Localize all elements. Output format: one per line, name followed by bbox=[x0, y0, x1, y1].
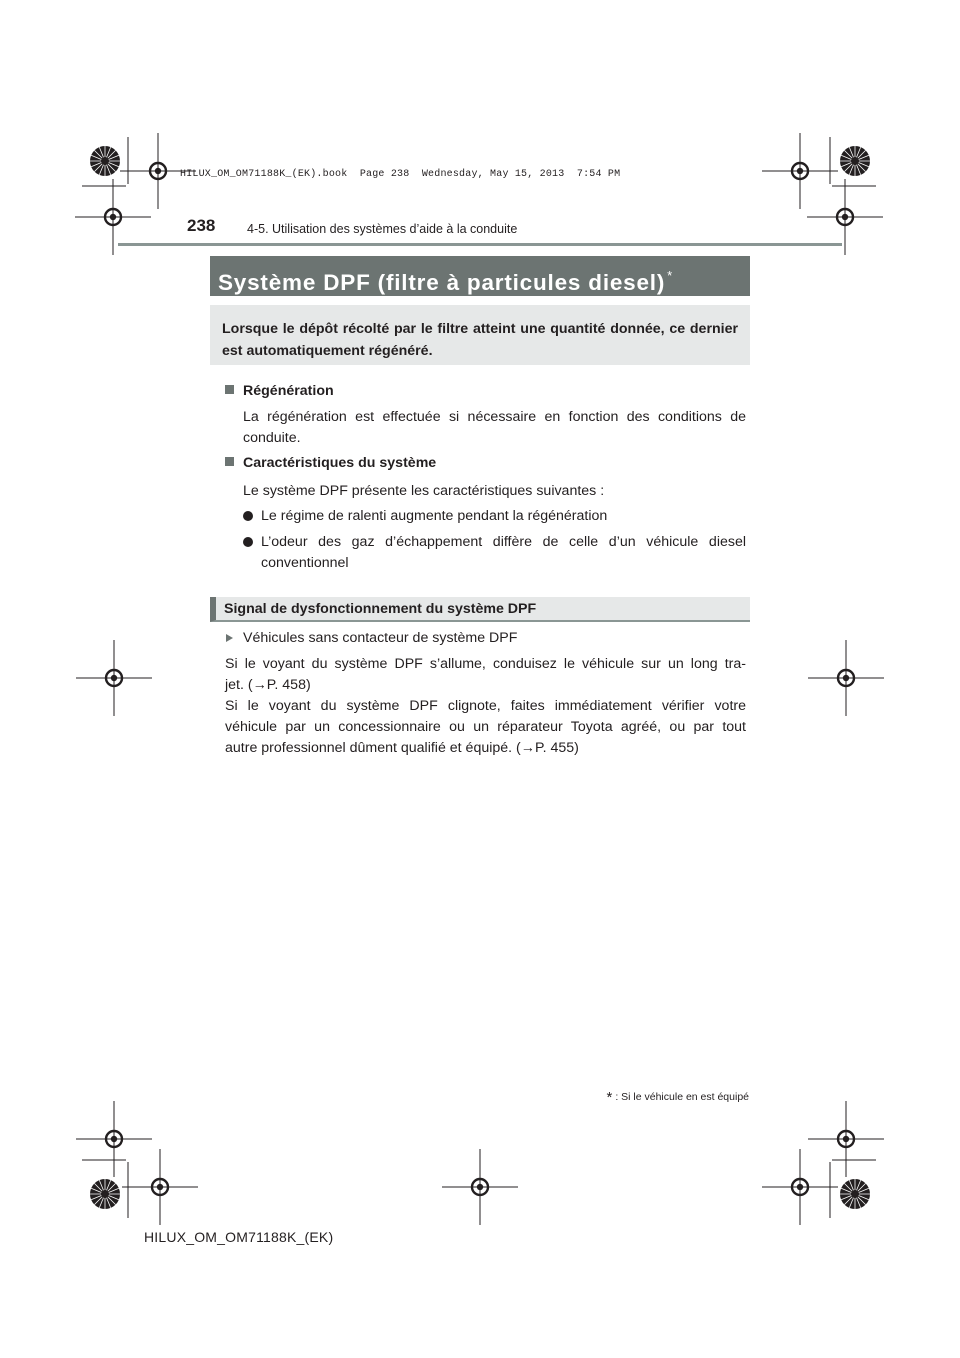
square-bullet-icon bbox=[225, 457, 234, 466]
square-bullet-icon bbox=[225, 385, 234, 394]
malfunction-p2-line2: véhicule par un concessionnaire ou un réparateur Toyota agréé, ou par tout bbox=[225, 719, 746, 735]
footnote-marker: * bbox=[667, 268, 674, 283]
page-title-text: Système DPF (filtre à particules diesel) bbox=[218, 270, 666, 295]
footnote: * : Si le véhicule en est équipé bbox=[606, 1089, 749, 1106]
bullet-dot-icon bbox=[243, 511, 253, 521]
heading-features: Caractéristiques du système bbox=[225, 455, 436, 471]
malfunction-p1-line2: jet. (→P. 458) bbox=[225, 677, 311, 693]
book-info-line: HILUX_OM_OM71188K_(EK).book Page 238 Wednesday, May 15, 2013 7:54 PM bbox=[180, 169, 621, 180]
footer-code: HILUX_OM_OM71188K_(EK) bbox=[144, 1229, 334, 1245]
section-header: 4-5. Utilisation des systèmes d’aide à la conduite bbox=[247, 222, 518, 236]
malfunction-p2-line3: autre professionnel dûment qualifié et équipé. (→P. 455) bbox=[225, 740, 579, 756]
malfunction-heading: Signal de dysfonctionnement du système DPF bbox=[210, 597, 750, 622]
bullet-dot-icon bbox=[243, 537, 253, 547]
asterisk-icon: * bbox=[606, 1089, 613, 1106]
page-title bbox=[210, 256, 750, 296]
page-number: 238 bbox=[187, 216, 216, 235]
header-rule bbox=[118, 243, 842, 246]
regeneration-text-line1: La régénération est effectuée si nécessaire en fonction des conditions de bbox=[243, 409, 746, 425]
regeneration-text-line2: conduite. bbox=[243, 430, 301, 446]
malfunction-p2-line1: Si le voyant du système DPF clignote, faites immédiatement vérifier votre bbox=[225, 698, 746, 714]
intro-box: Lorsque le dépôt récolté par le filtre atteint une quantité donnée, ce dernier est automatiquement régénéré. bbox=[210, 305, 750, 365]
feature-bullet-2-line2: conventionnel bbox=[261, 555, 349, 571]
feature-bullet-1: Le régime de ralenti augmente pendant la régénération bbox=[261, 508, 608, 524]
malfunction-condition: Véhicules sans contacteur de système DPF bbox=[243, 630, 518, 646]
feature-bullet-2-line1: L’odeur des gaz d’échappement diffère de celle d’un véhicule diesel bbox=[261, 534, 746, 550]
triangle-bullet-icon bbox=[226, 634, 233, 642]
features-text: Le système DPF présente les caractéristiques suivantes : bbox=[243, 483, 605, 499]
heading-regeneration: Régénération bbox=[225, 383, 334, 399]
malfunction-p1-line1: Si le voyant du système DPF s’allume, conduisez le véhicule sur un long tra- bbox=[225, 656, 746, 672]
